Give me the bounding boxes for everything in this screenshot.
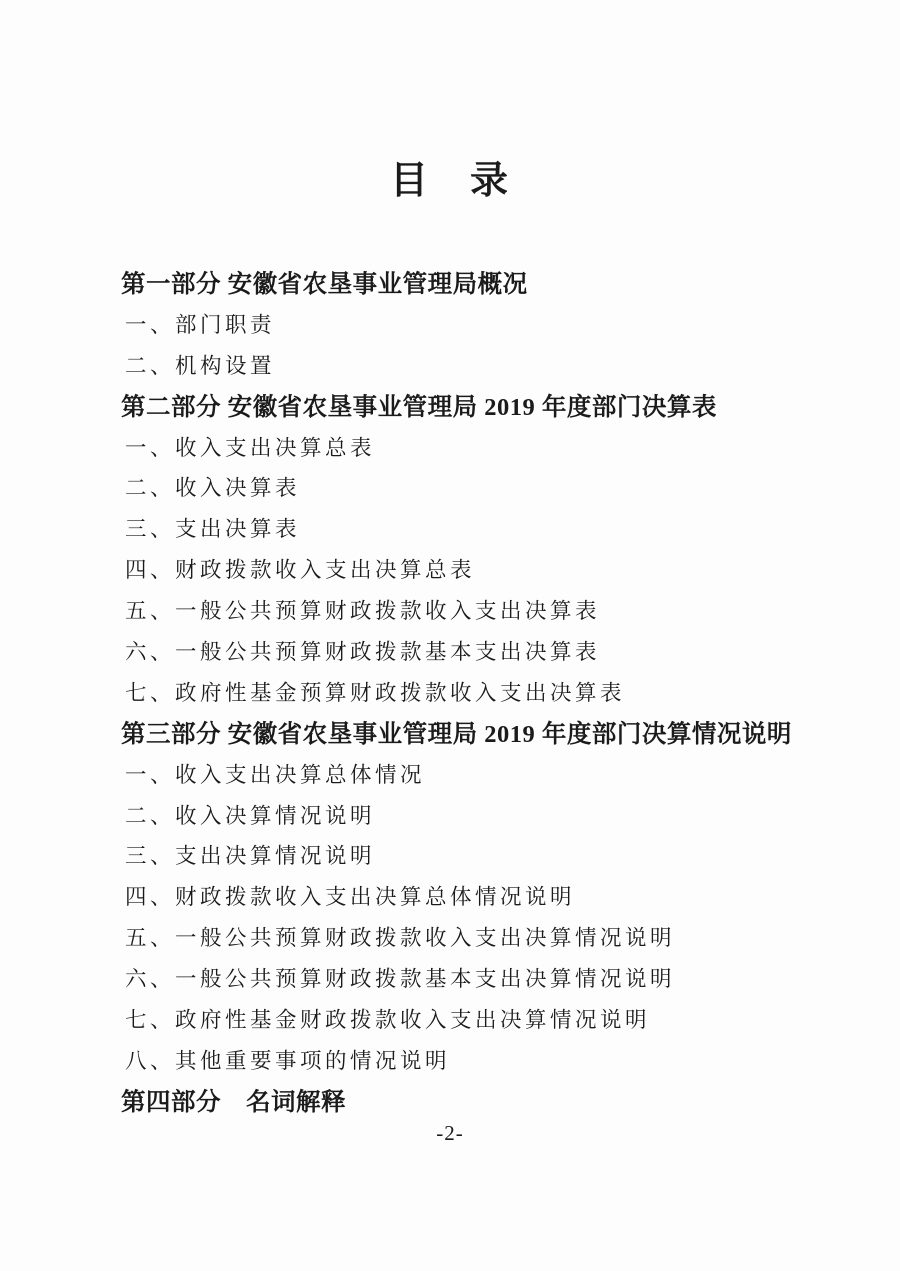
table-of-contents bbox=[121, 262, 870, 1121]
toc-item: 八、其他重要事项的情况说明 bbox=[125, 1048, 451, 1073]
toc-item: 五、一般公共预算财政拨款收入支出决算情况说明 bbox=[125, 926, 676, 951]
page-title: 目 录 bbox=[389, 160, 510, 202]
toc-item: 一、收入支出决算总体情况 bbox=[125, 762, 426, 787]
toc-item: 三、支出决算情况说明 bbox=[125, 844, 376, 869]
toc-item: 三、支出决算表 bbox=[125, 517, 301, 542]
toc-part-heading: 第二部分 安徽省农垦事业管理局 2019 年度部门决算表 bbox=[121, 393, 717, 421]
toc-item: 七、政府性基金预算财政拨款收入支出决算表 bbox=[125, 680, 626, 705]
toc-item: 六、一般公共预算财政拨款基本支出决算情况说明 bbox=[125, 967, 676, 992]
toc-part-heading: 第三部分 安徽省农垦事业管理局 2019 年度部门决算情况说明 bbox=[121, 720, 792, 748]
toc-item: 二、机构设置 bbox=[125, 353, 276, 378]
toc-item: 四、财政拨款收入支出决算总表 bbox=[125, 558, 476, 583]
toc-item: 七、政府性基金财政拨款收入支出决算情况说明 bbox=[125, 1007, 651, 1032]
toc-item: 四、财政拨款收入支出决算总体情况说明 bbox=[125, 885, 576, 910]
toc-item: 二、收入决算表 bbox=[125, 476, 301, 501]
toc-item: 五、一般公共预算财政拨款收入支出决算表 bbox=[125, 599, 601, 624]
toc-item: 六、一般公共预算财政拨款基本支出决算表 bbox=[125, 639, 601, 664]
page-number: -2- bbox=[436, 1121, 464, 1145]
toc-part-heading: 第一部分 安徽省农垦事业管理局概况 bbox=[121, 270, 528, 298]
toc-item: 一、收入支出决算总表 bbox=[125, 435, 376, 460]
toc-item: 一、部门职责 bbox=[125, 312, 276, 337]
toc-item: 二、收入决算情况说明 bbox=[125, 803, 376, 828]
toc-part-heading: 第四部分 名词解释 bbox=[121, 1088, 346, 1116]
